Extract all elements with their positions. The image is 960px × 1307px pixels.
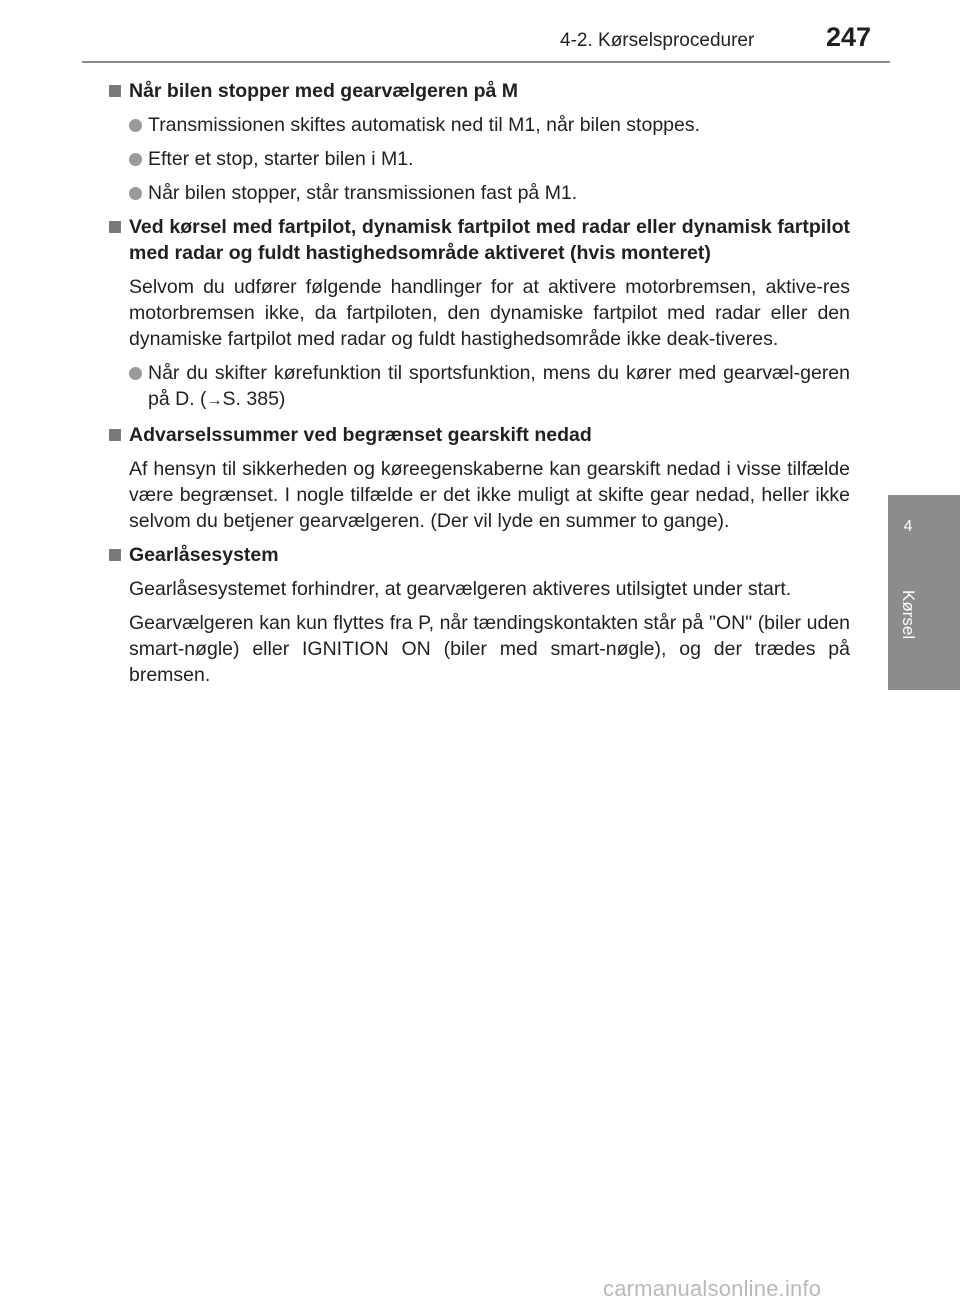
section-title: 4-2. Kørselsprocedurer — [560, 30, 755, 51]
heading-text: Ved kørsel med fartpilot, dynamisk fartpilot med radar eller dynamisk fartpilot med radar og fuldt hastighedsområde aktiveret (hvis monteret) — [129, 216, 850, 264]
list-item — [107, 146, 850, 172]
body-paragraph: Gearvælgeren kan kun flyttes fra P, når tændingskontakten står på "ON" (biler uden smart-nøgle) eller IGNITION ON (biler med smart-nøgle), og der trædes på bremsen. — [129, 612, 850, 686]
list-item-text: Når du skifter kørefunktion til sportsfunktion, mens du kører med gearvæl-geren på D. ( — [148, 362, 850, 410]
square-bullet-icon — [109, 85, 121, 97]
page-reference-link[interactable]: S. 385) — [222, 388, 286, 410]
section-heading — [107, 422, 850, 448]
list-item-text: Når bilen stopper, står transmissionen fast på M1. — [148, 182, 578, 204]
square-bullet-icon — [109, 549, 121, 561]
heading-text: Advarselssummer ved begrænset gearskift nedad — [129, 424, 592, 446]
heading-text: Når bilen stopper med gearvælgeren på M — [129, 80, 519, 102]
square-bullet-icon — [109, 221, 121, 233]
page-header — [0, 0, 960, 62]
circle-bullet-icon — [129, 153, 142, 166]
list-item — [107, 180, 850, 206]
page-content — [107, 78, 850, 696]
watermark: carmanualsonline.info — [603, 1276, 822, 1301]
circle-bullet-icon — [129, 119, 142, 132]
chapter-number: 4 — [903, 518, 913, 535]
circle-bullet-icon — [129, 187, 142, 200]
list-item-text: Transmissionen skiftes automatisk ned til M1, når bilen stoppes. — [148, 114, 701, 136]
body-paragraph: Gearlåsesystemet forhindrer, at gearvælgeren aktiveres utilsigtet under start. — [129, 578, 792, 600]
section-heading — [107, 214, 850, 266]
heading-text: Gearlåsesystem — [129, 544, 279, 566]
list-item — [107, 360, 850, 414]
list-item-text: Efter et stop, starter bilen i M1. — [148, 148, 414, 170]
circle-bullet-icon — [129, 367, 142, 380]
section-heading — [107, 78, 850, 104]
square-bullet-icon — [109, 429, 121, 441]
body-paragraph: Selvom du udfører følgende handlinger for at aktivere motorbremsen, aktive-res motorbremsen ikke, da fartpiloten, den dynamiske fartpilot med radar eller den dynamiske fartpilot med radar og fuldt hastighedsområde ikke deak-tiveres. — [129, 276, 850, 350]
page-number: 247 — [826, 22, 872, 52]
chapter-label: Kørsel — [899, 590, 918, 640]
section-heading — [107, 542, 850, 568]
chapter-tab — [888, 495, 960, 690]
header-divider — [82, 61, 890, 63]
arrow-right-icon: → — [206, 392, 223, 409]
body-paragraph: Af hensyn til sikkerheden og køreegenskaberne kan gearskift nedad i visse tilfælde være begrænset. I nogle tilfælde er det ikke muligt at skifte gear nedad, heller ikke selvom du betjener gearvælgeren. (Der vil lyde en summer to gange). — [129, 458, 850, 532]
list-item — [107, 112, 850, 138]
